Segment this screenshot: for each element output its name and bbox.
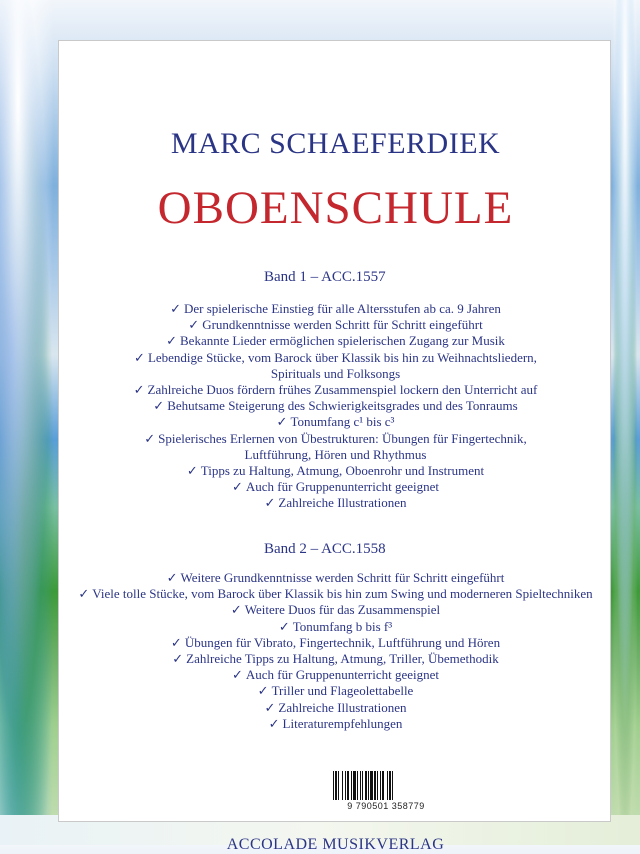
checkmark-icon: ✓ xyxy=(172,651,184,667)
barcode-bar xyxy=(353,771,356,800)
list-item xyxy=(59,414,612,430)
list-item xyxy=(59,619,612,635)
barcode-bar xyxy=(387,771,388,800)
list-item xyxy=(59,479,612,495)
barcode-bar xyxy=(357,771,358,800)
checkmark-icon: ✓ xyxy=(166,570,178,585)
list-item xyxy=(59,317,612,333)
watercolor-background-right xyxy=(610,0,640,845)
list-item-text: Luftführung, Hören und Rhythmus xyxy=(244,446,427,462)
list-item-text: Weitere Duos für das Zusammenspiel xyxy=(244,602,441,618)
list-item xyxy=(59,333,612,349)
barcode-bar xyxy=(342,771,343,800)
list-item-text: Tonumfang c¹ bis c³ xyxy=(290,414,395,430)
list-item xyxy=(59,463,612,479)
band1-heading: Band 1 – ACC.1557 xyxy=(264,269,386,285)
barcode-bar xyxy=(362,771,363,800)
checkmark-icon: ✓ xyxy=(166,333,177,349)
checkmark-icon: ✓ xyxy=(188,317,200,333)
checkmark-icon: ✓ xyxy=(133,382,145,398)
checkmark-icon: ✓ xyxy=(257,683,269,699)
checkmark-icon: ✓ xyxy=(231,479,243,495)
barcode-bar xyxy=(365,771,367,800)
checkmark-icon: ✓ xyxy=(268,715,280,731)
list-item-text: Weitere Grundkenntnisse werden Schritt für Schritt eingeführt xyxy=(180,570,505,585)
barcode-bar xyxy=(333,771,334,800)
list-item xyxy=(59,651,612,667)
watercolor-background-left xyxy=(0,0,60,845)
checkmark-icon: ✓ xyxy=(78,586,90,602)
list-item xyxy=(59,716,612,732)
list-item-text: Spirituals und Folksongs xyxy=(270,365,401,381)
barcode-bar xyxy=(382,771,384,800)
list-item xyxy=(59,667,612,683)
list-item-text: Lebendige Stücke, vom Barock über Klassik bis hin zu Weihnachtsliedern, xyxy=(147,349,537,365)
list-item xyxy=(59,447,612,463)
list-item-text: Zahlreiche Duos fördern frühes Zusammenspiel lockern den Unterricht auf xyxy=(147,382,538,398)
list-item xyxy=(59,350,612,366)
list-item xyxy=(59,683,612,699)
list-item-text: Tonumfang b bis f³ xyxy=(292,618,393,634)
band2-heading: Band 2 – ACC.1558 xyxy=(264,541,386,557)
author-name: MARC SCHAEFERDIEK xyxy=(170,127,501,160)
list-item xyxy=(59,586,612,602)
list-item-text: Triller und Flageolettabelle xyxy=(271,683,414,699)
barcode-bar xyxy=(374,771,376,800)
list-item xyxy=(59,301,612,317)
barcode-bars xyxy=(331,771,441,800)
checkmark-icon: ✓ xyxy=(170,301,181,316)
list-item-text: Tipps zu Haltung, Atmung, Oboenrohr und Instrument xyxy=(200,463,485,479)
barcode-bar xyxy=(392,771,393,800)
list-item-text: Grundkenntnisse werden Schritt für Schritt eingeführt xyxy=(202,317,483,333)
back-cover-panel xyxy=(58,40,611,853)
list-item xyxy=(59,398,612,414)
checkmark-icon: ✓ xyxy=(170,634,182,650)
band1-feature-list xyxy=(59,301,612,512)
barcode-bar xyxy=(335,771,337,800)
checkmark-icon: ✓ xyxy=(153,398,165,414)
list-item xyxy=(59,366,612,382)
checkmark-icon: ✓ xyxy=(264,699,276,715)
barcode-bar xyxy=(377,771,378,800)
barcode-bar xyxy=(389,771,391,800)
list-item xyxy=(59,431,612,447)
checkmark-icon: ✓ xyxy=(134,349,145,365)
checkmark-icon: ✓ xyxy=(186,463,198,479)
list-item-text: Auch für Gruppenunterricht geeignet xyxy=(245,479,440,495)
list-item-text: Viele tolle Stücke, vom Barock über Klassik bis hin zum Swing und moderneren Spieltechniken xyxy=(92,586,593,602)
list-item-text: Zahlreiche Illustrationen xyxy=(278,495,407,511)
barcode xyxy=(331,771,441,811)
list-item xyxy=(59,382,612,398)
barcode-number: 9 790501 358779 xyxy=(347,801,425,811)
list-item-text: Auch für Gruppenunterricht geeignet xyxy=(245,667,440,683)
list-item-text: Der spielerische Einstieg für alle Altersstufen ab ca. 9 Jahren xyxy=(183,301,501,316)
list-item-text: Zahlreiche Tipps zu Haltung, Atmung, Triller, Übemethodik xyxy=(186,651,499,667)
book-title: OBOENSCHULE xyxy=(157,182,514,234)
checkmark-icon: ✓ xyxy=(276,414,288,430)
barcode-bar xyxy=(360,771,361,800)
checkmark-icon: ✓ xyxy=(144,430,156,446)
checkmark-icon: ✓ xyxy=(264,495,276,511)
barcode-bar xyxy=(338,771,339,800)
checkmark-icon: ✓ xyxy=(230,602,242,618)
list-item-text: Literaturempfehlungen xyxy=(282,715,403,731)
list-item xyxy=(59,635,612,651)
barcode-bar xyxy=(347,771,349,800)
list-item xyxy=(59,495,612,511)
list-item-text: Behutsame Steigerung des Schwierigkeitsgrades und des Tonraums xyxy=(167,398,518,414)
list-item-text: Übungen für Vibrato, Fingertechnik, Luftführung und Hören xyxy=(184,634,501,650)
barcode-bar xyxy=(370,771,373,800)
list-item xyxy=(59,570,612,586)
list-item-text: Zahlreiche Illustrationen xyxy=(278,699,407,715)
barcode-bar xyxy=(351,771,352,800)
barcode-bar xyxy=(345,771,346,800)
list-item xyxy=(59,700,612,716)
checkmark-icon: ✓ xyxy=(231,667,243,683)
band2-feature-list xyxy=(59,570,612,732)
barcode-bar xyxy=(380,771,381,800)
list-item xyxy=(59,602,612,618)
checkmark-icon: ✓ xyxy=(278,618,290,634)
publisher-name: ACCOLADE MUSIKVERLAG xyxy=(226,836,445,853)
list-item-text: Bekannte Lieder ermöglichen spielerischen Zugang zur Musik xyxy=(180,333,505,349)
list-item-text: Spielerisches Erlernen von Übestrukturen: Übungen für Fingertechnik, xyxy=(158,430,527,446)
barcode-bar xyxy=(368,771,369,800)
